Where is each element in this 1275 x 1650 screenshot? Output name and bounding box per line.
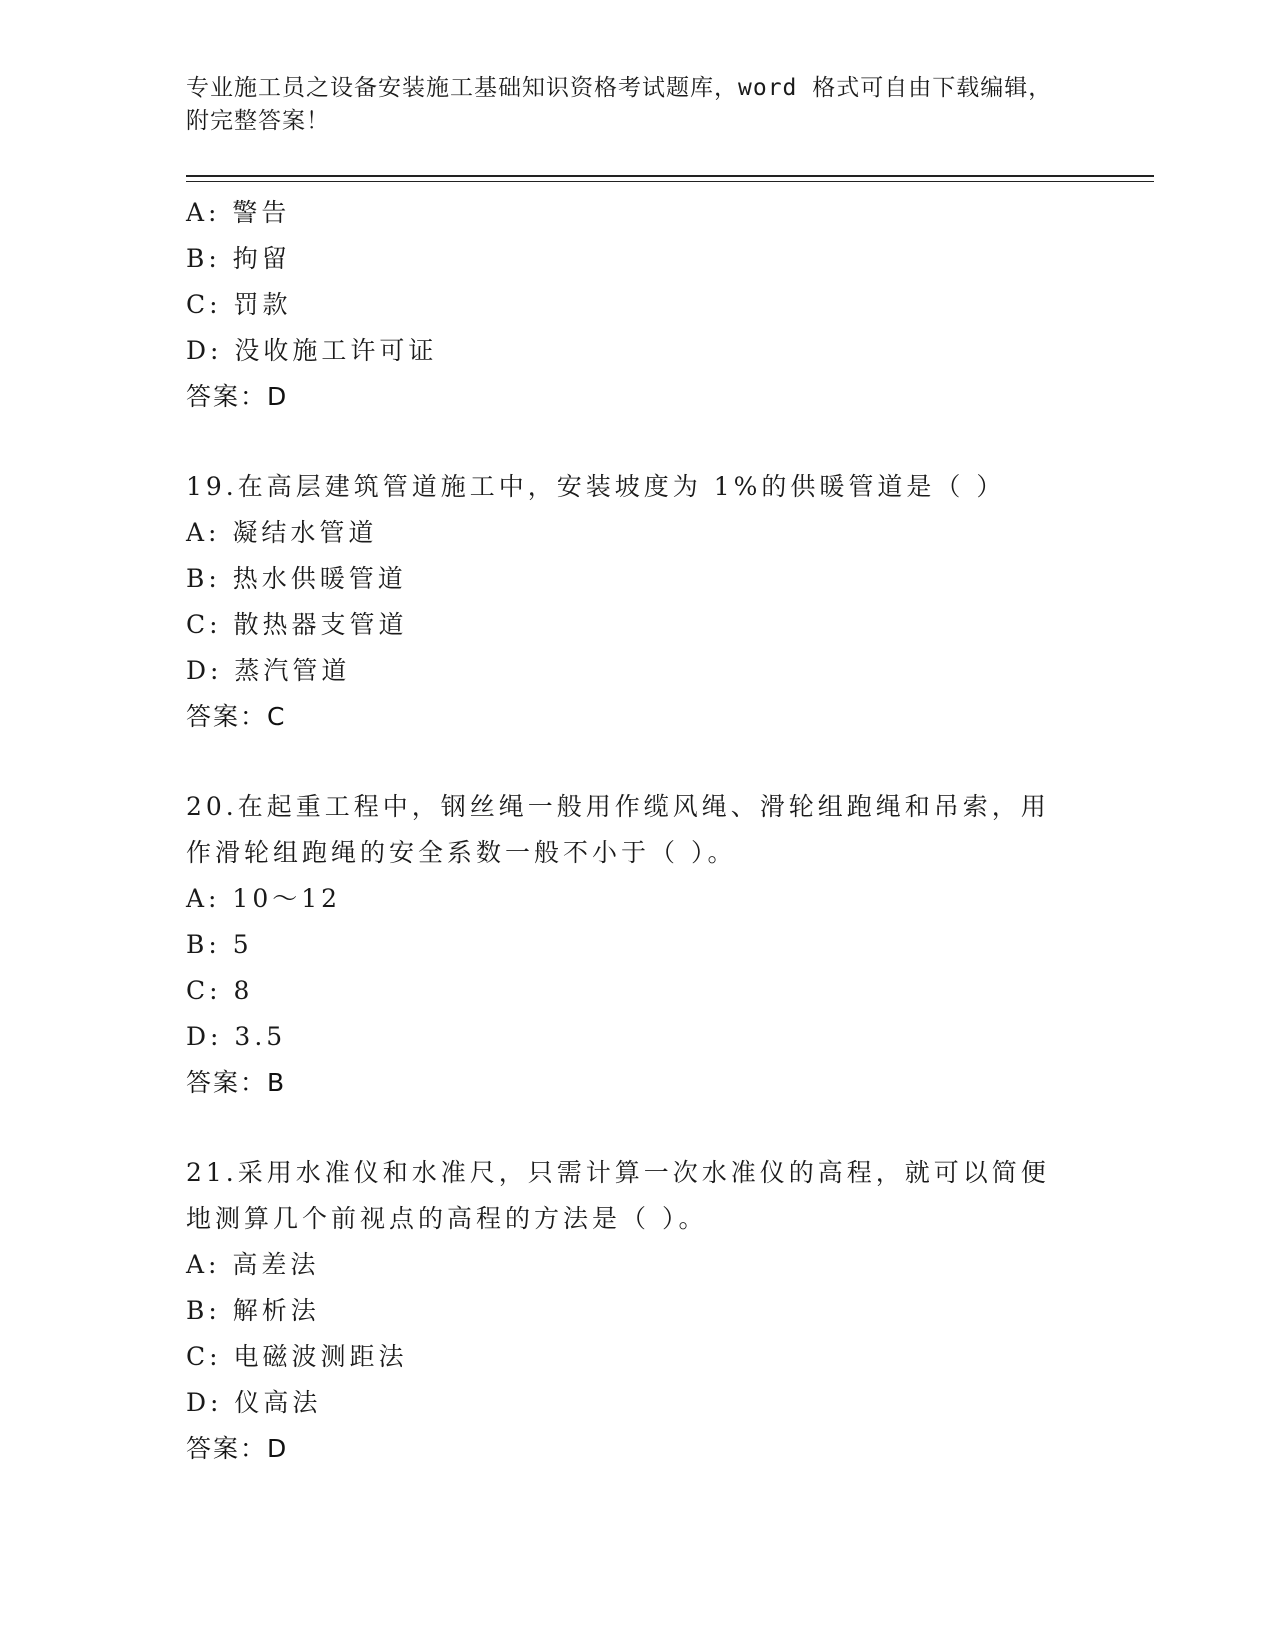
option-a: A: 凝结水管道	[186, 518, 378, 547]
option-c: C: 8	[186, 976, 254, 1005]
answer-line: 答案：B	[186, 1068, 287, 1097]
option-d: D: 没收施工许可证	[186, 336, 438, 365]
answer-line: 答案：C	[186, 702, 287, 731]
option-d: D: 蒸汽管道	[186, 656, 351, 685]
option-a: A: 高差法	[186, 1250, 320, 1279]
option-c: C: 罚款	[186, 290, 292, 319]
option-c: C: 电磁波测距法	[186, 1342, 408, 1371]
option-b: B: 5	[186, 930, 253, 959]
answer-line: 答案：D	[186, 1434, 289, 1463]
question-block	[186, 464, 1086, 740]
option-c: C: 散热器支管道	[186, 610, 408, 639]
option-a: A: 警告	[186, 198, 291, 227]
header-rule-thin	[186, 181, 1154, 182]
option-a: A: 10～12	[186, 884, 342, 913]
option-d: D: 仪高法	[186, 1388, 322, 1417]
question-block	[186, 190, 1086, 420]
question-list	[186, 190, 1086, 1472]
question-block	[186, 784, 1086, 1106]
header-rule-thick	[186, 175, 1154, 177]
answer-line: 答案：D	[186, 382, 289, 411]
option-b: B: 解析法	[186, 1296, 320, 1325]
document-header: 专业施工员之设备安装施工基础知识资格考试题库，word 格式可自由下载编辑，附完整答案！	[186, 75, 1053, 134]
question-stem: 21.采用水准仪和水准尺，只需计算一次水准仪的高程，就可以简便地测算几个前视点的高程的方法是（ ）。	[186, 1158, 1050, 1233]
question-stem: 20.在起重工程中，钢丝绳一般用作缆风绳、滑轮组跑绳和吊索，用作滑轮组跑绳的安全系数一般不小于（ ）。	[186, 792, 1050, 867]
option-b: B: 热水供暖管道	[186, 564, 407, 593]
question-block	[186, 1150, 1086, 1472]
option-d: D: 3.5	[186, 1022, 287, 1051]
option-b: B: 拘留	[186, 244, 291, 273]
question-stem: 19.在高层建筑管道施工中，安装坡度为 1%的供暖管道是（ ）	[186, 472, 1006, 501]
